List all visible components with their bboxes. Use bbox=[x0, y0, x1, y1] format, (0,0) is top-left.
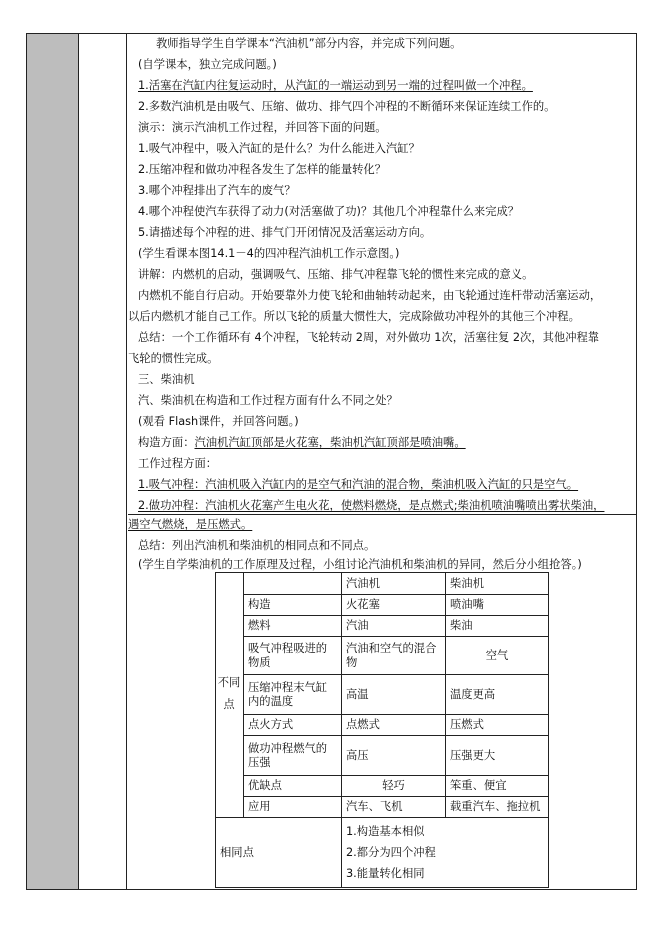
gray-column bbox=[27, 34, 79, 889]
table-cell: 优缺点 bbox=[244, 776, 342, 797]
text-line: 工作过程方面： bbox=[138, 457, 218, 470]
text-line: 内燃机不能自行启动。开始要靠外力使飞轮和曲轴转动起来，由飞轮通过连杆带动活塞运动， bbox=[138, 289, 602, 302]
text-line: 2.多数汽油机是由吸气、压缩、做功、排气四个冲程的不断循环来保证连续工作的。 bbox=[138, 100, 556, 113]
text-line: (学生自学柴油机的工作原理及过程，小组讨论汽油机和柴油机的异同，然后分小组抢答。) bbox=[138, 558, 582, 571]
table-cell: 柴油 bbox=[446, 616, 549, 637]
text-line: 汽、柴油机在构造和工作过程方面有什么不同之处？ bbox=[138, 394, 398, 407]
table-header: 柴油机 bbox=[446, 573, 549, 595]
table-cell: 应用 bbox=[244, 797, 342, 818]
lesson-table bbox=[26, 33, 637, 890]
blank-column bbox=[79, 34, 127, 889]
table-cell: 压缩冲程末气缸内的温度 bbox=[244, 675, 342, 715]
divider bbox=[128, 514, 637, 515]
text-line: 讲解：内燃机的启动，强调吸气、压缩、排气冲程靠飞轮的惯性来完成的意义。 bbox=[138, 268, 534, 281]
table-cell: 笨重、便宜 bbox=[446, 776, 549, 797]
table-cell: 空气 bbox=[446, 637, 549, 675]
text-line: 构造方面：汽油机汽缸顶部是火花塞，柴油机汽缸顶部是喷油嘴。 bbox=[138, 436, 466, 449]
text-line: 4.哪个冲程使汽车获得了动力(对活塞做了功)？其他几个冲程靠什么来完成？ bbox=[138, 205, 520, 218]
table-cell: 轻巧 bbox=[342, 776, 446, 797]
text-line: 5.请描述每个冲程的进、排气门开闭情况及活塞运动方向。 bbox=[138, 226, 432, 239]
text-line: 教师指导学生自学课本“汽油机”部分内容，并完成下列问题。 bbox=[156, 37, 462, 50]
text-line: 2.压缩冲程和做功冲程各发生了怎样的能量转化？ bbox=[138, 163, 387, 176]
diff-label: 不同点 bbox=[217, 676, 241, 711]
table-cell: 吸气冲程吸进的物质 bbox=[244, 637, 342, 675]
table-header: 汽油机 bbox=[342, 573, 446, 595]
text-line: (自学课本，独立完成问题。) bbox=[138, 58, 277, 71]
text-line: 总结：一个工作循环有 4个冲程，飞轮转动 2周，对外做功 1次，活塞往复 2次，其他冲程靠 bbox=[138, 331, 600, 344]
text-line: 演示：演示汽油机工作过程，并回答下面的问题。 bbox=[138, 121, 387, 134]
lesson-content bbox=[128, 34, 637, 889]
table-header-blank bbox=[244, 573, 342, 595]
table-cell: 做功冲程燃气的压强 bbox=[244, 736, 342, 776]
text-line: (学生看课本图14.1－4的四冲程汽油机工作示意图。) bbox=[138, 247, 400, 260]
text-line: (观看 Flash课件，并回答问题。) bbox=[138, 415, 299, 428]
table-cell: 高压 bbox=[342, 736, 446, 776]
table-cell: 汽油 bbox=[342, 616, 446, 637]
comparison-table bbox=[215, 572, 548, 891]
text-line: 遇空气燃烧，是压燃式。 bbox=[128, 518, 253, 531]
table-cell: 汽车、飞机 bbox=[342, 797, 446, 818]
table-cell: 载重汽车、拖拉机 bbox=[446, 797, 549, 818]
section-heading: 三、柴油机 bbox=[138, 373, 195, 386]
text-line: 2.做功冲程：汽油机火花塞产生电火花，使燃料燃烧，是点燃式;柴油机喷油嘴喷出雾状柴油， bbox=[138, 499, 605, 512]
table-cell: 汽油和空气的混合物 bbox=[342, 637, 446, 675]
table-cell: 构造 bbox=[244, 595, 342, 616]
text-line: 飞轮的惯性完成。 bbox=[128, 352, 219, 365]
text-line: 以后内燃机才能自己工作。所以飞轮的质量大惯性大，完成除做功冲程外的其他三个冲程。 bbox=[128, 310, 580, 323]
table-cell: 点燃式 bbox=[342, 715, 446, 736]
table-cell: 压强更大 bbox=[446, 736, 549, 776]
text-line: 1.活塞在汽缸内往复运动时，从汽缸的一端运动到另一端的过程叫做一个冲程。 bbox=[138, 79, 533, 92]
table-cell: 点火方式 bbox=[244, 715, 342, 736]
text-line: 总结：列出汽油机和柴油机的相同点和不同点。 bbox=[138, 539, 376, 552]
table-cell: 压燃式 bbox=[446, 715, 549, 736]
table-cell: 高温 bbox=[342, 675, 446, 715]
table-cell: 燃料 bbox=[244, 616, 342, 637]
table-cell: 温度更高 bbox=[446, 675, 549, 715]
text-line: 3.哪个冲程排出了汽车的废气？ bbox=[138, 184, 296, 197]
table-cell: 喷油嘴 bbox=[446, 595, 549, 616]
same-items: 1.构造基本相似 2.都分为四个冲程 3.能量转化相同 bbox=[342, 818, 549, 888]
same-label: 相同点 bbox=[216, 818, 342, 888]
text-line: 1.吸气冲程中，吸入汽缸的是什么？为什么能进入汽缸？ bbox=[138, 142, 420, 155]
table-cell: 火花塞 bbox=[342, 595, 446, 616]
text-line: 1.吸气冲程：汽油机吸入汽缸内的是空气和汽油的混合物，柴油机吸入汽缸的只是空气。 bbox=[138, 478, 579, 491]
